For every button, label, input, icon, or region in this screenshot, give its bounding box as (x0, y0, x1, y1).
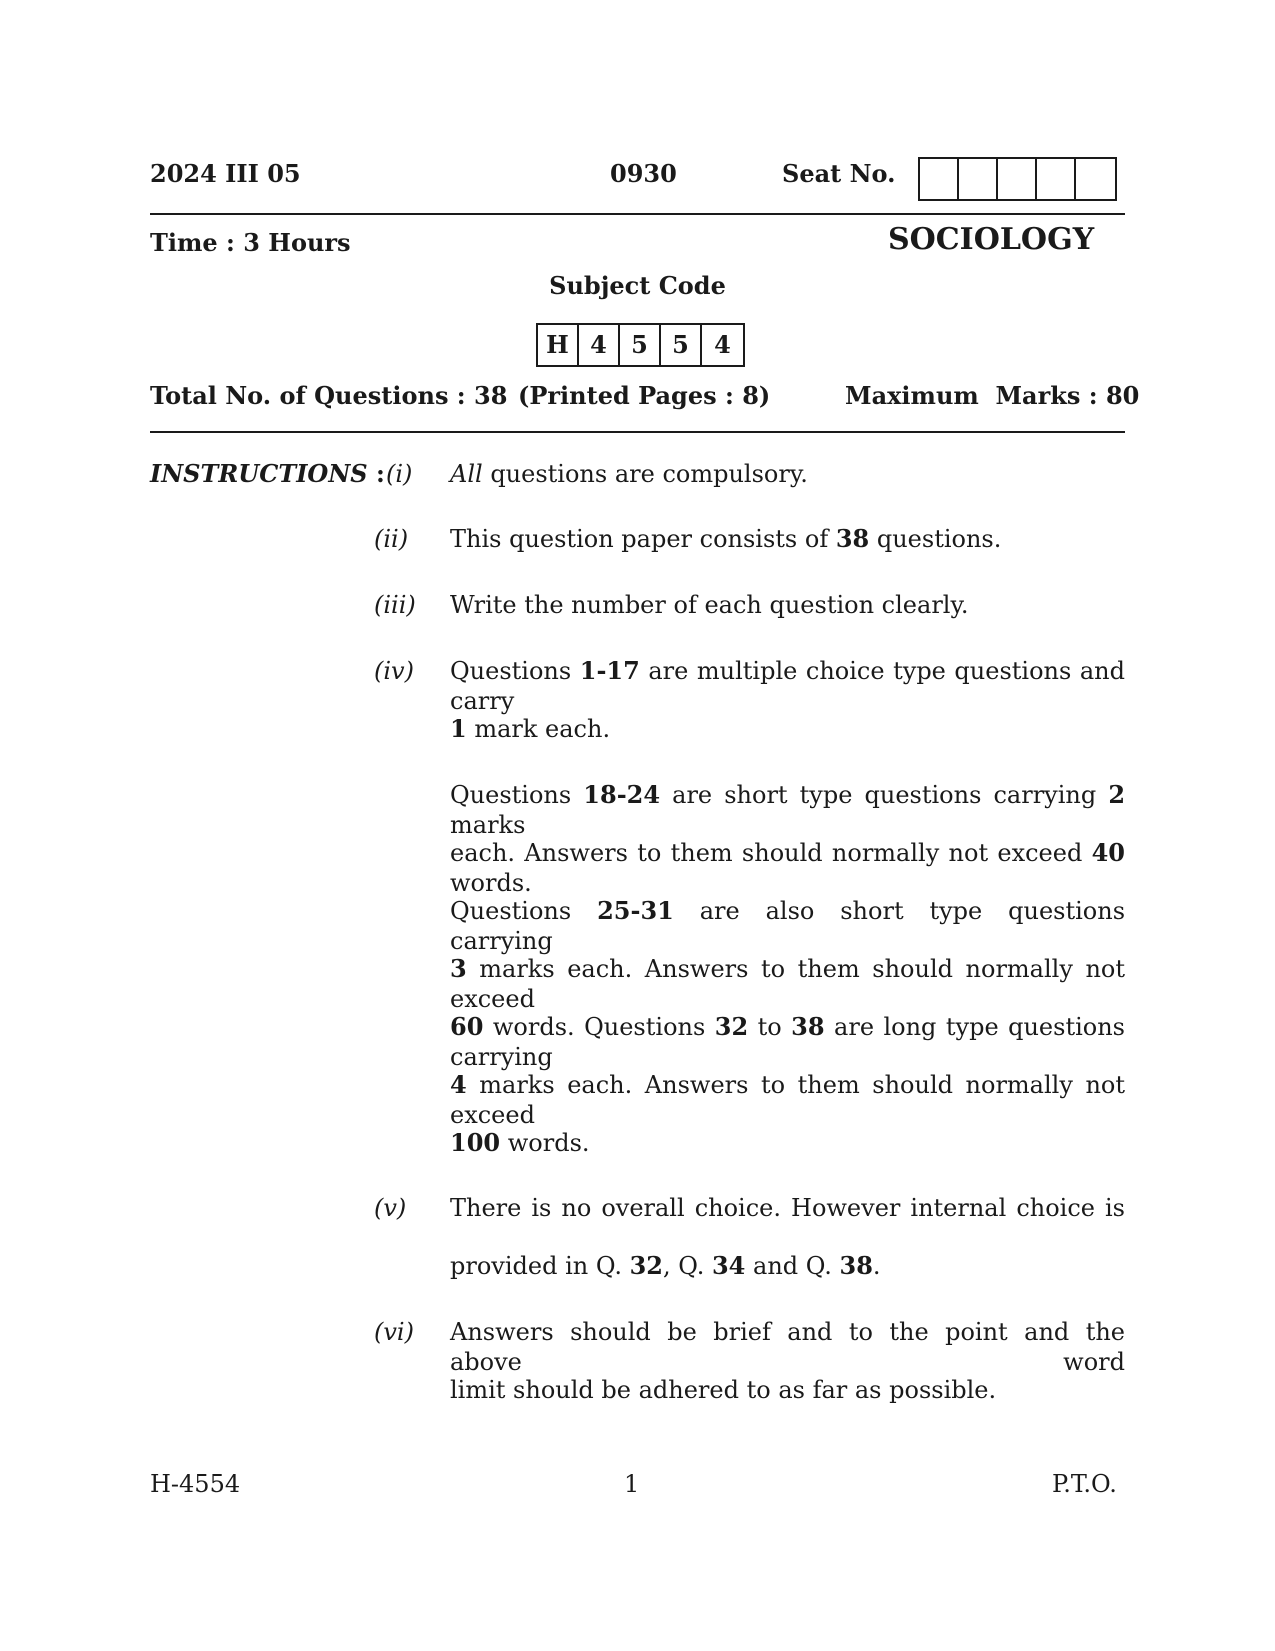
instruction-v-line-2 (450, 1251, 1125, 1281)
header-divider (150, 213, 1125, 215)
text-segment: limit should be adhered to as far as possible. (450, 1376, 997, 1404)
text-segment: marks (450, 811, 526, 839)
seat-number-box (998, 159, 1037, 199)
text-segment: This question paper consists of (450, 525, 836, 553)
text-segment: 2 (1108, 780, 1126, 809)
text-segment: mark each. (466, 715, 611, 743)
instruction-i-text (450, 459, 1125, 489)
subject-code-char: H (538, 325, 579, 365)
subject-name: SOCIOLOGY (888, 222, 1095, 257)
text-segment: 38 (835, 524, 870, 553)
text-segment: 3 (450, 954, 467, 983)
text-segment: 25-31 (597, 896, 674, 925)
instruction-iv-line-2 (450, 714, 1125, 744)
seat-number-box (959, 159, 998, 199)
text-segment: 4 (450, 1070, 467, 1099)
seat-number-label: Seat No. (782, 159, 896, 188)
text-segment: Questions (450, 657, 580, 685)
subject-code-char: 5 (661, 325, 702, 365)
text-segment: 18-24 (583, 780, 661, 809)
seat-number-box (1037, 159, 1076, 199)
instruction-iv-line-6 (450, 954, 1125, 1014)
text-segment: 32 (629, 1251, 663, 1280)
total-questions: Total No. of Questions : 38 (150, 381, 508, 410)
printed-pages: (Printed Pages : 8) (518, 381, 771, 410)
seat-number-box (1076, 159, 1115, 199)
instruction-iii-text (450, 590, 1125, 620)
instruction-vi-line-1 (450, 1317, 1125, 1377)
text-segment: 1-17 (579, 656, 640, 685)
center-code: 0930 (610, 159, 677, 188)
please-turn-over: P.T.O. (1052, 1470, 1117, 1498)
instruction-number: (i) (386, 460, 413, 488)
text-segment: 38 (791, 1012, 825, 1041)
instruction-ii-text (450, 524, 1125, 554)
maximum-marks: Maximum Marks : 80 (845, 381, 1140, 410)
instruction-iv-line-5 (450, 896, 1125, 956)
text-segment: Answers should be brief and to the point and the above word (450, 1318, 1125, 1376)
text-segment: Write the number of each question clearly. (450, 591, 969, 619)
text-segment: Questions (450, 781, 584, 809)
subject-code-label: Subject Code (549, 271, 726, 300)
text-segment: , Q. (662, 1252, 712, 1280)
text-segment: 38 (839, 1251, 873, 1280)
text-segment: marks each. Answers to them should normally not exceed (450, 955, 1125, 1013)
text-segment: are long type questions carrying (450, 1013, 1125, 1071)
text-segment: 100 (450, 1128, 501, 1157)
instruction-iv-line-9 (450, 1128, 1125, 1158)
text-segment: There is no overall choice. However internal choice is (450, 1194, 1125, 1222)
paper-code: 2024 III 05 (150, 159, 301, 188)
text-segment: 1 (450, 714, 467, 743)
text-segment: 34 (711, 1251, 746, 1280)
text-segment: to (748, 1013, 792, 1041)
instruction-v-line-1 (450, 1193, 1125, 1223)
instruction-number: (vi) (374, 1318, 414, 1346)
text-segment: questions are compulsory. (482, 460, 808, 488)
text-segment: 60 (450, 1012, 484, 1041)
footer-paper-code: H-4554 (150, 1470, 241, 1498)
text-segment: marks each. Answers to them should normally not exceed (450, 1071, 1125, 1129)
subject-code-boxes (536, 323, 745, 367)
instruction-number: (v) (374, 1194, 407, 1222)
subject-code-char: 4 (714, 330, 731, 359)
instructions-heading-colon: : (375, 459, 385, 488)
subject-code-char: 4 (579, 325, 620, 365)
instructions-heading-text: INSTRUCTIONS (150, 459, 368, 488)
text-segment: are short type questions carrying (660, 781, 1109, 809)
instruction-iv-line-4 (450, 838, 1125, 898)
seat-number-boxes (918, 157, 1117, 201)
time-duration: Time : 3 Hours (150, 228, 351, 257)
text-segment: provided in Q. (450, 1252, 630, 1280)
instruction-number: (ii) (374, 525, 409, 553)
page-number: 1 (624, 1470, 640, 1498)
text-segment: words. Questions (483, 1013, 715, 1041)
text-segment: 40 (1091, 838, 1125, 867)
instruction-iv-line-3 (450, 780, 1125, 840)
text-segment: . (872, 1252, 881, 1280)
subject-code-char: 5 (620, 325, 661, 365)
text-segment: All (450, 460, 483, 488)
text-segment: Questions (450, 897, 598, 925)
text-segment: 32 (714, 1012, 749, 1041)
instruction-number: (iv) (374, 657, 414, 685)
text-segment: are also short type questions carrying (450, 897, 1126, 955)
text-segment: words. (450, 869, 532, 897)
instruction-iv-line-1 (450, 656, 1125, 716)
text-segment: words. (500, 1129, 590, 1157)
text-segment: are multiple choice type questions and carry (450, 657, 1125, 715)
instruction-vi-line-2 (450, 1375, 1125, 1405)
text-segment: each. Answers to them should normally not exceed (450, 839, 1092, 867)
text-segment: and Q. (745, 1252, 840, 1280)
instruction-number: (iii) (374, 591, 416, 619)
instructions-heading (150, 459, 385, 489)
instruction-iv-line-8 (450, 1070, 1125, 1130)
text-segment: questions. (869, 525, 1002, 553)
instruction-iv-line-7 (450, 1012, 1125, 1072)
section-divider (150, 431, 1125, 433)
seat-number-box (920, 159, 959, 199)
